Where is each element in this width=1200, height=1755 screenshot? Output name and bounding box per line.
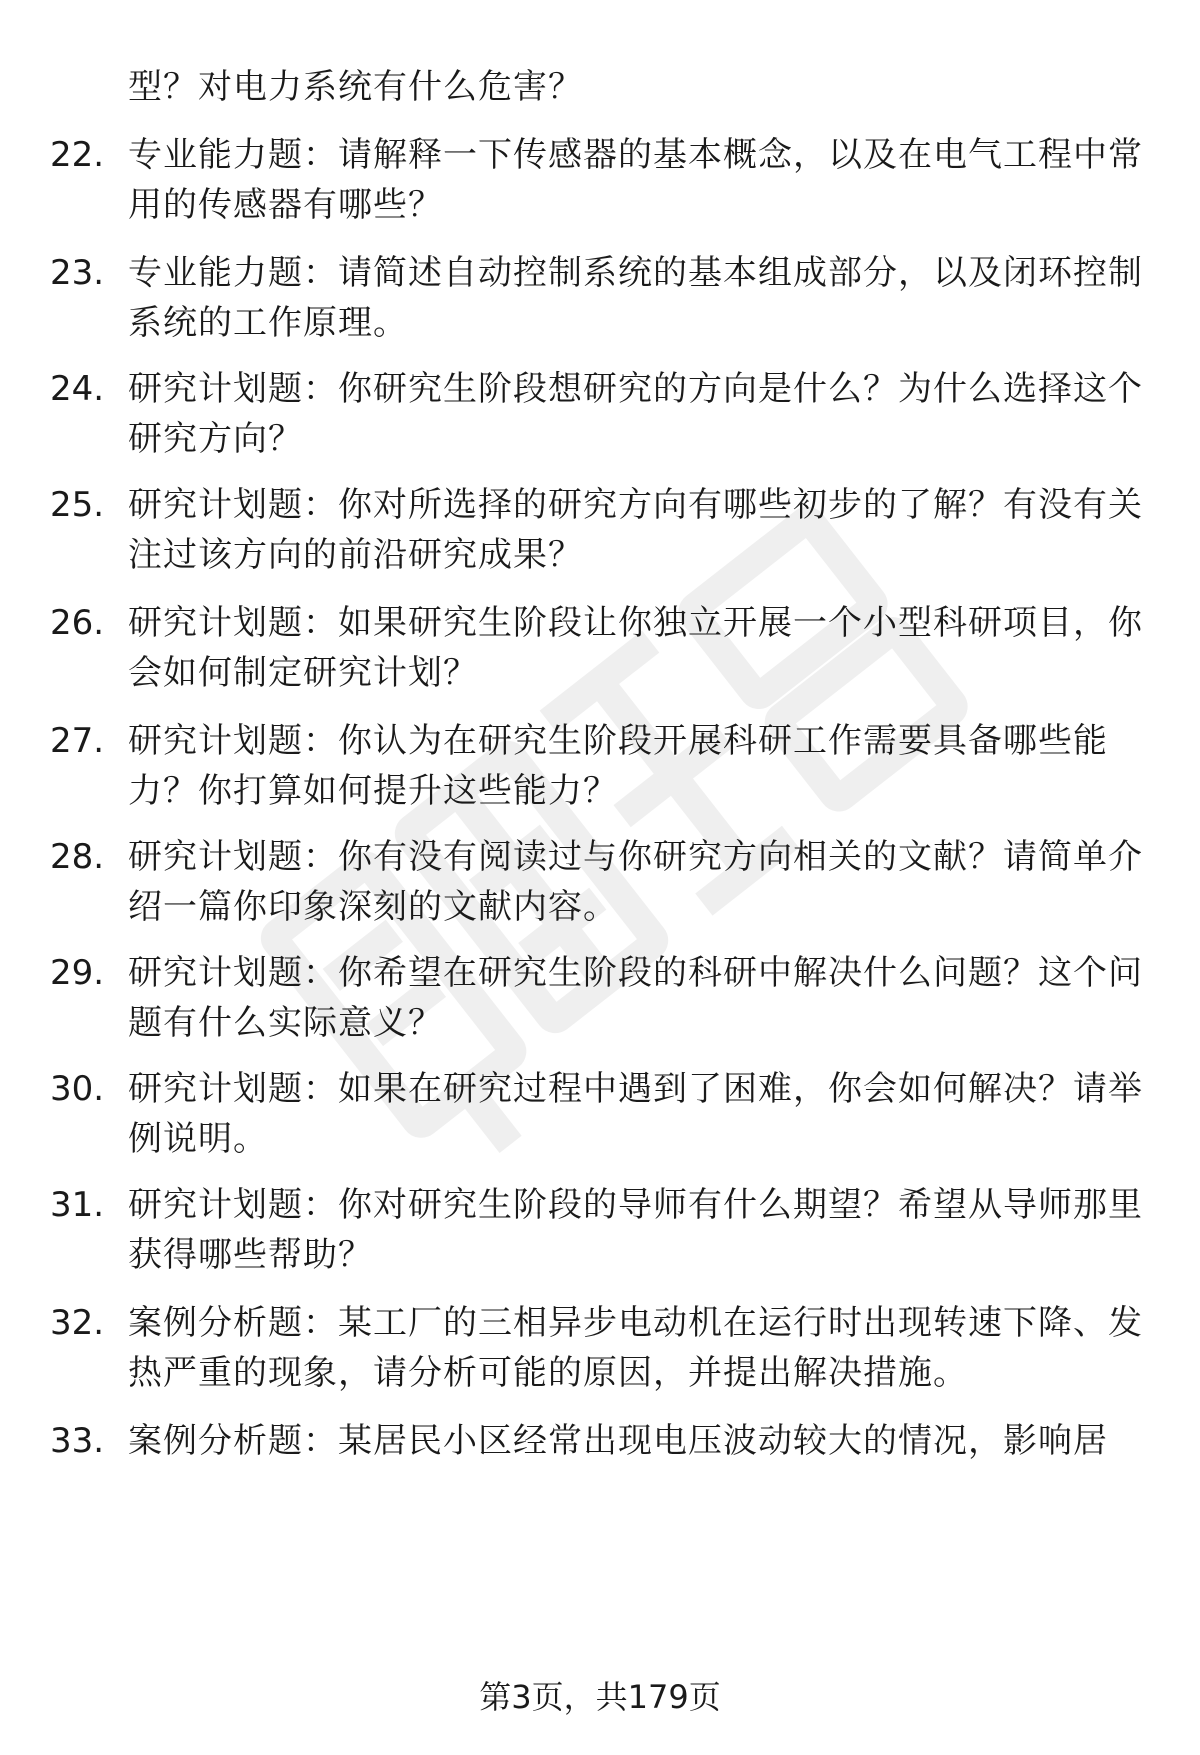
question-number: 31. bbox=[50, 1185, 105, 1225]
question-text: 案例分析题：某工厂的三相异步电动机在运行时出现转速下降、发热严重的现象，请分析可能的原因，并提出解决措施。 bbox=[128, 1303, 1143, 1393]
question-number: 26. bbox=[50, 603, 105, 643]
question-text: 专业能力题：请解释一下传感器的基本概念，以及在电气工程中常用的传感器有哪些？ bbox=[128, 135, 1143, 225]
question-number: 25. bbox=[50, 485, 105, 525]
question-text: 研究计划题：如果研究生阶段让你独立开展一个小型科研项目，你会如何制定研究计划？ bbox=[128, 603, 1143, 693]
page-footer: 第3页，共179页 bbox=[479, 1678, 721, 1716]
question-text: 案例分析题：某居民小区经常出现电压波动较大的情况，影响居 bbox=[128, 1421, 1108, 1461]
question-text: 研究计划题：你对研究生阶段的导师有什么期望？希望从导师那里获得哪些帮助？ bbox=[128, 1185, 1143, 1275]
question-number: 23. bbox=[50, 253, 105, 293]
question-text: 研究计划题：你研究生阶段想研究的方向是什么？为什么选择这个研究方向？ bbox=[128, 369, 1143, 459]
question-number: 30. bbox=[50, 1069, 105, 1109]
question-number: 33. bbox=[50, 1421, 105, 1461]
question-text: 研究计划题：你有没有阅读过与你研究方向相关的文献？请简单介绍一篇你印象深刻的文献内容。 bbox=[128, 837, 1143, 927]
question-text: 研究计划题：你对所选择的研究方向有哪些初步的了解？有没有关注过该方向的前沿研究成果？ bbox=[128, 485, 1143, 575]
question-number: 27. bbox=[50, 721, 105, 761]
question-number: 28. bbox=[50, 837, 105, 877]
question-number: 29. bbox=[50, 953, 105, 993]
question-text: 专业能力题：请简述自动控制系统的基本组成部分，以及闭环控制系统的工作原理。 bbox=[128, 253, 1143, 343]
question-text: 研究计划题：你认为在研究生阶段开展科研工作需要具备哪些能力？你打算如何提升这些能力？ bbox=[128, 721, 1108, 811]
question-number: 22. bbox=[50, 135, 105, 175]
continued-question-text: 型？对电力系统有什么危害？ bbox=[128, 67, 583, 107]
question-text: 研究计划题：你希望在研究生阶段的科研中解决什么问题？这个问题有什么实际意义？ bbox=[128, 953, 1143, 1043]
question-text: 研究计划题：如果在研究过程中遇到了困难，你会如何解决？请举例说明。 bbox=[128, 1069, 1143, 1159]
question-number: 24. bbox=[50, 369, 105, 409]
question-number: 32. bbox=[50, 1303, 105, 1343]
